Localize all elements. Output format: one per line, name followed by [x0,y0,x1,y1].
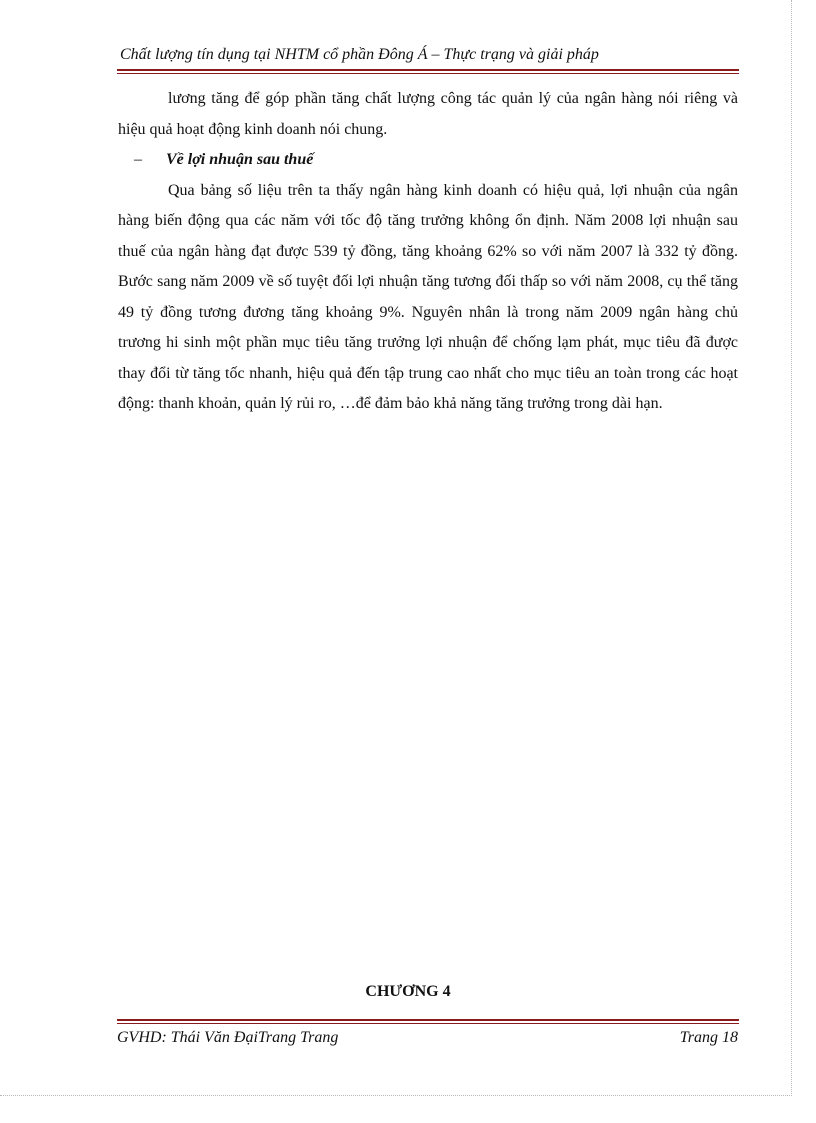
document-body [118,84,738,420]
header-rule [117,69,739,74]
paragraph-profit-analysis: Qua bảng số liệu trên ta thấy ngân hàng kinh doanh có hiệu quả, lợi nhuận của ngân hàng biến động qua các năm với tốc độ tăng trưởng không ổn định. Năm 2008 lợi nhuận sau thuế của ngân hàng đạt được 539 tỷ đồng, tăng khoảng 62% so với năm 2007 là 332 tỷ đồng. Bước sang năm 2009 về số tuyệt đối lợi nhuận tăng tương đối thấp so với năm 2008, cụ thể tăng 49 tỷ đồng tương đương tăng khoảng 9%. Nguyên nhân là trong năm 2009 ngân hàng chủ trương hi sinh một phần mục tiêu tăng trưởng lợi nhuận để chống lạm phát, mục tiêu đã được thay đổi từ tăng tốc nhanh, hiệu quả đến tập trung cao nhất cho mục tiêu an toàn trong các hoạt động: thanh khoản, quản lý rủi ro, …để đảm bảo khả năng tăng trưởng trong dài hạn. [118,181,738,412]
footer-advisor: GVHD: Thái Văn ĐạiTrang Trang [117,1029,339,1046]
paragraph-continued: lương tăng để góp phần tăng chất lượng công tác quản lý của ngân hàng nói riêng và hiệu quả hoạt động kinh doanh nói chung. [118,90,738,138]
bullet-dash: – [134,151,142,168]
page-header-title: Chất lượng tín dụng tại NHTM cổ phần Đông Á – Thực trạng và giải pháp [120,46,599,63]
footer-rule [117,1019,739,1024]
chapter-heading: CHƯƠNG 4 [365,983,451,1000]
subheading-profit-after-tax: Về lợi nhuận sau thuế [166,151,314,168]
subheading-line [118,145,738,176]
footer-page-number: Trang 18 [679,1029,738,1046]
